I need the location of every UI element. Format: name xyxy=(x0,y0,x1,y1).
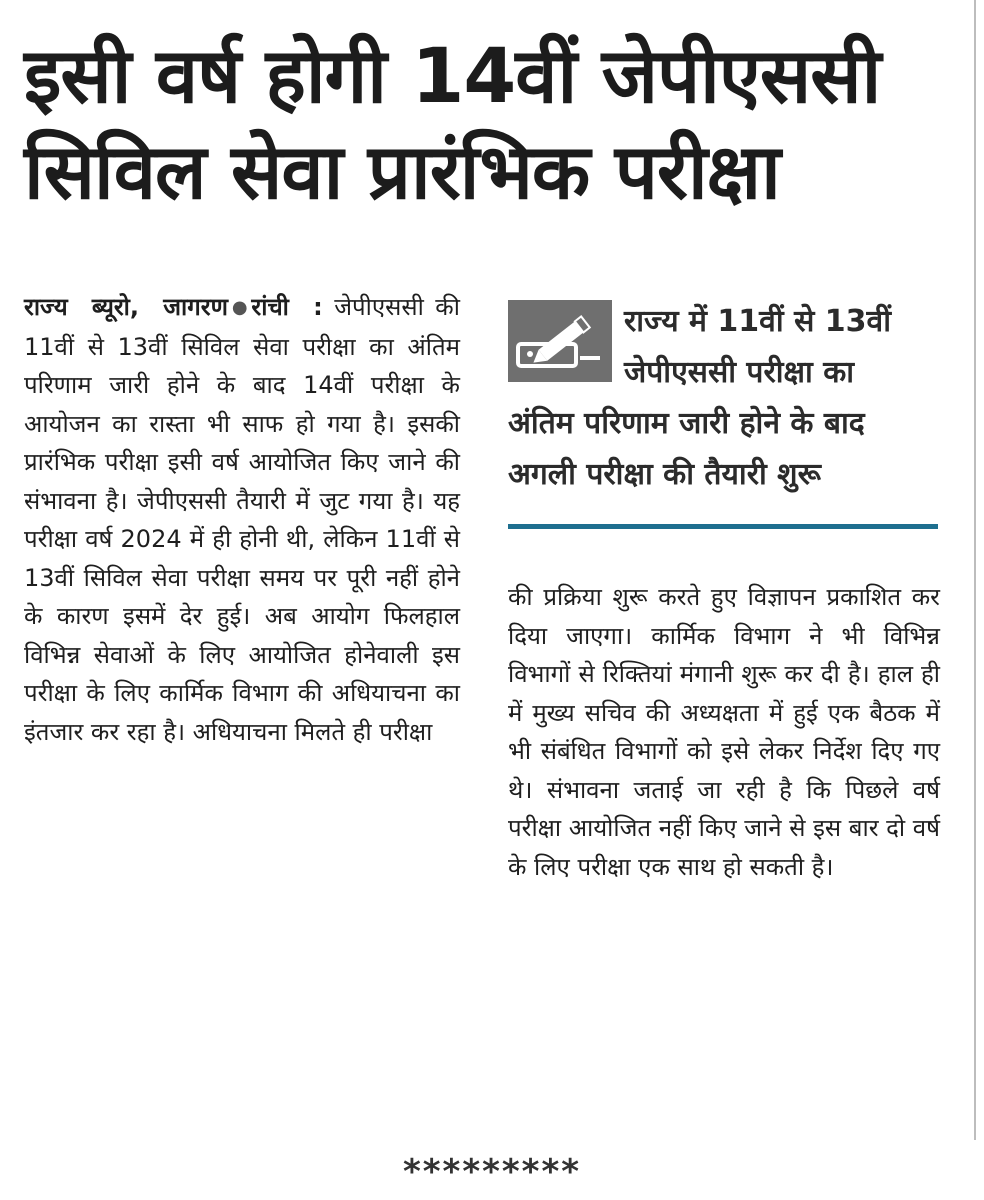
headline xyxy=(24,28,954,220)
right-column-text: की प्रक्रिया शुरू करते हुए विज्ञापन प्रकाशित कर दिया जाएगा। कार्मिक विभाग ने भी विभिन्न विभागों से रिक्तियां मंगानी शुरू कर दी है। हाल ही में मुख्य सचिव की अध्यक्षता में हुई एक बैठक में भी संबंधित विभागों को इसे लेकर निर्देश दिए गए थे। संभावना जताई जा रही है कि पिछले वर्ष परीक्षा आयोजित नहीं किए जाने से इस बार दो वर्ष के लिए परीक्षा एक साथ हो सकती है। xyxy=(508,583,940,881)
column-divider xyxy=(974,0,976,1140)
pull-quote-line-1: राज्य में 11वीं से 13वीं xyxy=(624,304,891,339)
end-marker: ********* xyxy=(402,1152,582,1192)
pull-quote xyxy=(508,296,940,532)
pencil-paper-icon xyxy=(508,300,612,382)
pull-quote-rule xyxy=(508,524,938,529)
article-right-column xyxy=(508,578,940,886)
pull-quote-line-4: अगली परीक्षा की तैयारी शुरू xyxy=(508,457,821,492)
left-column-text: जेपीएससी की 11वीं से 13वीं सिविल सेवा परीक्षा का अंतिम परिणाम जारी होने के बाद 14वीं परीक्षा के आयोजन का रास्ता भी साफ हो गया है। इसकी प्रारंभिक परीक्षा इसी वर्ष आयोजित किए जाने की संभावना है। जेपीएससी तैयारी में जुट गया है। यह परीक्षा वर्ष 2024 में ही होनी थी, लेकिन 11वीं से 13वीं सिविल सेवा परीक्षा समय पर पूरी नहीं होने के कारण इसमें देर हुई। अब आयोग फिलहाल विभिन्न सेवाओं के लिए आयोजित होनेवाली इस परीक्षा के लिए कार्मिक विभाग की अधियाचना का इंतजार कर रहा है। अधियाचना मिलते ही परीक्षा xyxy=(24,293,460,746)
headline-line-2: सिविल सेवा प्रारंभिक परीक्षा xyxy=(24,127,780,216)
article-left-column xyxy=(24,288,460,751)
pull-quote-line-3: अंतिम परिणाम जारी होने के बाद xyxy=(508,406,865,441)
dateline xyxy=(24,293,323,321)
dateline-city: रांची : xyxy=(251,293,323,321)
pull-quote-line-2: जेपीएससी परीक्षा का xyxy=(624,355,855,390)
article-body-left xyxy=(24,288,460,751)
headline-line-1: इसी वर्ष होगी 14वीं जेपीएससी xyxy=(24,31,881,120)
dateline-separator: ● xyxy=(227,297,252,318)
dateline-source: राज्य ब्यूरो, जागरण xyxy=(24,293,228,321)
